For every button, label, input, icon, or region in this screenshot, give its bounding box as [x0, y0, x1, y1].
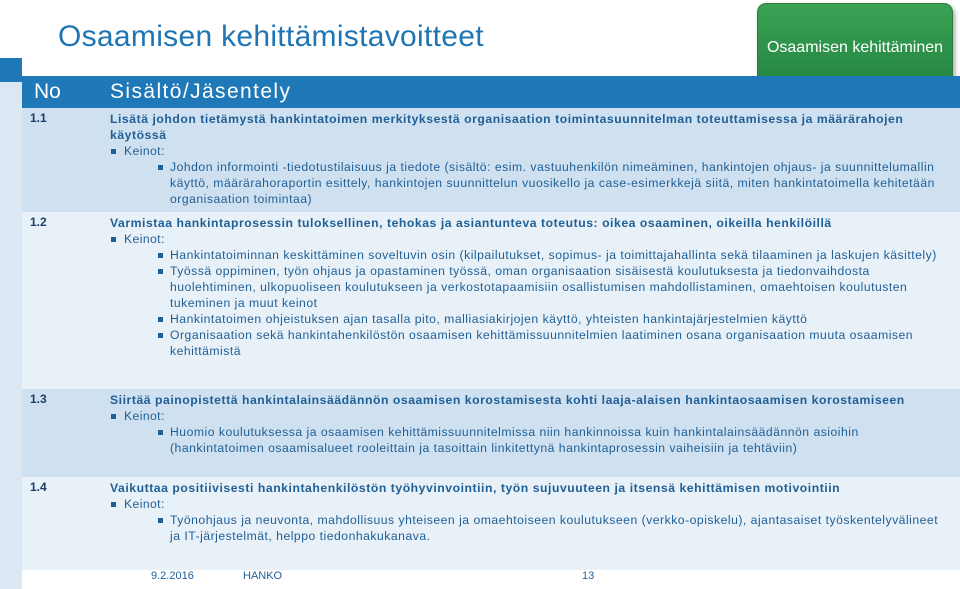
table-row — [22, 389, 960, 477]
list-item: Johdon informointi -tiedotustilaisuus ja tiedote (sisältö: esim. vastuuhenkilön nimeäminen, hankintojen ohjaus- ja suunnittelumallin käyttö, määrärahoraportin esittely, hankintojen suunnittelun vuosikello ja case-esimerkkejä siitä, miten hankintatoimella kehitetään organisaation toimintaa) — [110, 159, 942, 207]
row-content — [110, 212, 960, 363]
row-number: 1.3 — [30, 392, 47, 406]
row-content — [110, 477, 960, 548]
list-item: Huomio koulutuksessa ja osaamisen kehittämissuunnitelmissa niin hankinnoissa kuin hankintalainsäädännön asioihin (hankintatoimen osaamisalueet rooleittain ja tasoittain linkitettynä hankintaprosessin vaiheisiin ja tehtäviin) — [110, 424, 942, 456]
slide-title: Osaamisen kehittämistavoitteet — [58, 20, 484, 53]
footer-page-number: 13 — [582, 570, 595, 582]
row-number: 1.4 — [30, 480, 47, 494]
list-item: Hankintatoiminnan keskittäminen soveltuvin osin (kilpailutukset, sopimus- ja toimittajahallinta sekä tilaaminen ja laskujen käsittely) — [110, 247, 942, 263]
table-row — [22, 477, 960, 570]
list-item: Työnohjaus ja neuvonta, mahdollisuus yhteiseen ja omaehtoiseen koulutukseen (verkko-opiskelu), ajantasaiset työskentelyvälineet ja IT-järjestelmät, helppo tiedonhakukanava. — [110, 512, 942, 544]
header-no: No — [34, 80, 61, 103]
list-item: Hankintatoimen ohjeistuksen ajan tasalla pito, malliasiakirjojen käyttö, yhteisten hankintajärjestelmien käyttö — [110, 311, 942, 327]
table-row — [22, 212, 960, 389]
keinot-label: Keinot: — [110, 143, 942, 159]
row-number: 1.1 — [30, 111, 47, 125]
keinot-label: Keinot: — [110, 231, 942, 247]
left-accent-bar — [0, 58, 22, 589]
table-row — [22, 108, 960, 212]
topic-badge[interactable]: Osaamisen kehittäminen — [757, 3, 953, 106]
row-content — [110, 108, 960, 211]
row-number: 1.2 — [30, 215, 47, 229]
header-content: Sisältö/Jäsentely — [110, 80, 292, 103]
row-content — [110, 389, 960, 460]
left-accent-top — [0, 58, 22, 82]
row-goal: Varmistaa hankintaprosessin tuloksellinen, tehokas ja asiantunteva toteutus: oikea osaaminen, oikeilla henkilöillä — [110, 216, 832, 230]
list-item: Organisaation sekä hankintahenkilöstön osaamisen kehittämissuunnitelmien laatiminen osana organisaation muuta osaamisen kehittämistä — [110, 327, 942, 359]
footer-date: 9.2.2016 — [151, 570, 194, 582]
table-header — [22, 76, 960, 108]
keinot-label: Keinot: — [110, 408, 942, 424]
list-item: Työssä oppiminen, työn ohjaus ja opastaminen työssä, oman organisaation sisäisestä koulutuksesta ja tiedonvaihdosta huolehtiminen, ulkopuoliseen koulutukseen ja verkostotapaamisiin osallistumisen mahdollistaminen, omaehtoisen koulutusten tukeminen ja muut keinot — [110, 263, 942, 311]
row-goal: Lisätä johdon tietämystä hankintatoimen merkityksestä organisaation toimintasuunnitelman toteuttamisessa ja määrärahojen käytössä — [110, 112, 904, 142]
keinot-label: Keinot: — [110, 496, 942, 512]
goals-table — [22, 76, 960, 570]
row-goal: Siirtää painopistettä hankintalainsäädännön osaamisen korostamisesta kohti laaja-alaisen hankintaosaamisen korostamiseen — [110, 393, 905, 407]
row-goal: Vaikuttaa positiivisesti hankintahenkilöstön työhyvinvointiin, työn sujuvuuteen ja itsensä kehittämisen motivointiin — [110, 481, 841, 495]
footer-org: HANKO — [243, 570, 283, 582]
